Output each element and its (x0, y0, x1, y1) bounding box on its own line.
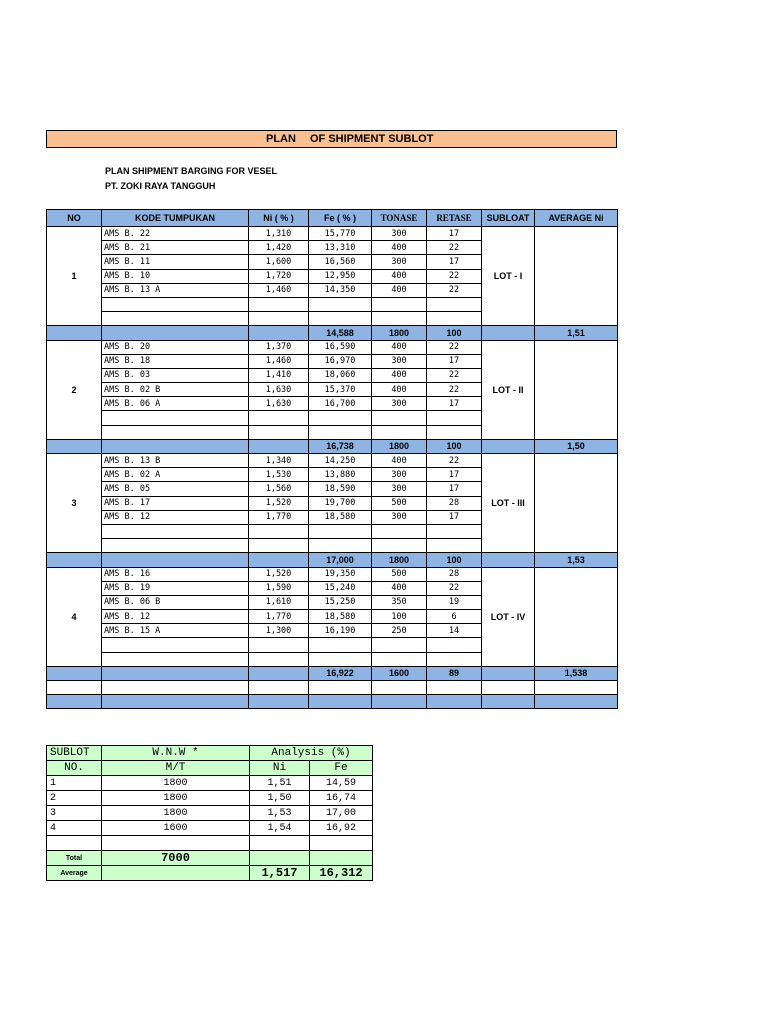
summary-ni: 1,54 (250, 821, 310, 836)
header-retase: RETASE (427, 210, 482, 227)
page-title-bar (46, 130, 617, 148)
summary-header-ni: Ni (250, 761, 310, 776)
cell-tonase: 300 (372, 510, 427, 524)
cell-fe (309, 411, 372, 425)
cell-tonase (372, 652, 427, 666)
cell-fe: 18,590 (309, 482, 372, 496)
summary-header-row-2 (47, 761, 373, 776)
empty-cell (250, 851, 310, 866)
empty-cell (250, 836, 310, 851)
cell-ni: 1,560 (249, 482, 309, 496)
summary-ni: 1,53 (250, 806, 310, 821)
cell-retase: 22 (427, 383, 482, 397)
empty-cell (372, 695, 427, 709)
cell-ni: 1,410 (249, 368, 309, 382)
summary-row (47, 821, 373, 836)
cell-ni: 1,340 (249, 454, 309, 468)
cell-fe: 18,580 (309, 510, 372, 524)
cell-retase: 22 (427, 241, 482, 255)
cell-retase: 17 (427, 482, 482, 496)
cell-retase: 17 (427, 255, 482, 269)
empty-cell (482, 681, 535, 695)
group-sum-row (47, 666, 618, 680)
cell-fe (309, 312, 372, 326)
sum-subloat (482, 439, 535, 453)
cell-fe: 15,770 (309, 227, 372, 241)
cell-fe (309, 652, 372, 666)
summary-fe: 14,59 (310, 776, 373, 791)
table-row (47, 567, 618, 581)
sum-kode (102, 553, 249, 567)
shipment-table-body (47, 227, 618, 709)
trailing-row (47, 695, 618, 709)
cell-kode: AMS B. 21 (102, 241, 249, 255)
page-title-part2: OF SHIPMENT SUBLOT (310, 133, 434, 145)
cell-fe: 15,370 (309, 383, 372, 397)
cell-tonase: 400 (372, 383, 427, 397)
empty-cell (372, 681, 427, 695)
sum-retase: 89 (427, 666, 482, 680)
cell-tonase: 300 (372, 482, 427, 496)
cell-retase: 19 (427, 595, 482, 609)
cell-ni: 1,460 (249, 283, 309, 297)
cell-kode (102, 411, 249, 425)
empty-cell (310, 836, 373, 851)
summary-header-wnw: W.N.W * (102, 746, 250, 761)
empty-cell (310, 851, 373, 866)
cell-retase (427, 411, 482, 425)
cell-retase: 17 (427, 227, 482, 241)
cell-tonase: 300 (372, 468, 427, 482)
cell-ni (249, 297, 309, 311)
header-subloat: SUBLOAT (482, 210, 535, 227)
summary-average-row (47, 866, 373, 881)
cell-ni (249, 638, 309, 652)
empty-cell (427, 681, 482, 695)
sum-no (47, 439, 102, 453)
sum-retase: 100 (427, 326, 482, 340)
group-lot: LOT - I (482, 227, 535, 326)
cell-retase: 22 (427, 283, 482, 297)
cell-ni: 1,300 (249, 624, 309, 638)
cell-ni: 1,720 (249, 269, 309, 283)
cell-retase (427, 539, 482, 553)
empty-cell (249, 681, 309, 695)
cell-kode: AMS B. 05 (102, 482, 249, 496)
cell-ni: 1,770 (249, 510, 309, 524)
cell-kode (102, 539, 249, 553)
header-tonase: TONASE (372, 210, 427, 227)
cell-fe: 19,350 (309, 567, 372, 581)
group-number: 2 (47, 340, 102, 439)
sum-no (47, 326, 102, 340)
cell-retase: 17 (427, 510, 482, 524)
summary-fe: 17,00 (310, 806, 373, 821)
summary-fe: 16,74 (310, 791, 373, 806)
header-fe: Fe ( % ) (309, 210, 372, 227)
cell-ni (249, 524, 309, 538)
sum-fe: 16,922 (309, 666, 372, 680)
empty-cell (249, 695, 309, 709)
cell-retase (427, 425, 482, 439)
cell-fe: 13,880 (309, 468, 372, 482)
cell-fe: 12,950 (309, 269, 372, 283)
summary-row (47, 791, 373, 806)
group-lot: LOT - III (482, 454, 535, 553)
empty-cell (535, 681, 618, 695)
cell-retase: 17 (427, 397, 482, 411)
cell-fe (309, 425, 372, 439)
summary-header-analysis: Analysis (%) (250, 746, 373, 761)
summary-no: 1 (47, 776, 102, 791)
sum-average: 1,51 (535, 326, 618, 340)
cell-tonase (372, 312, 427, 326)
empty-cell (47, 836, 102, 851)
cell-retase: 17 (427, 354, 482, 368)
cell-fe: 16,190 (309, 624, 372, 638)
cell-ni (249, 652, 309, 666)
cell-kode: AMS B. 02 A (102, 468, 249, 482)
cell-retase (427, 524, 482, 538)
cell-tonase: 400 (372, 269, 427, 283)
summary-header-row-1 (47, 746, 373, 761)
cell-fe (309, 638, 372, 652)
cell-tonase (372, 411, 427, 425)
cell-tonase: 400 (372, 368, 427, 382)
summary-no: 3 (47, 806, 102, 821)
sum-no (47, 666, 102, 680)
cell-ni (249, 539, 309, 553)
cell-fe (309, 297, 372, 311)
summary-no: 2 (47, 791, 102, 806)
cell-retase (427, 297, 482, 311)
cell-fe: 15,240 (309, 581, 372, 595)
cell-tonase: 500 (372, 496, 427, 510)
group-average-area (535, 227, 618, 326)
cell-kode: AMS B. 06 B (102, 595, 249, 609)
cell-tonase: 400 (372, 241, 427, 255)
cell-kode (102, 425, 249, 439)
cell-ni: 1,590 (249, 581, 309, 595)
sum-kode (102, 326, 249, 340)
cell-kode: AMS B. 13 A (102, 283, 249, 297)
sum-tonase: 1600 (372, 666, 427, 680)
cell-kode: AMS B. 19 (102, 581, 249, 595)
cell-retase (427, 312, 482, 326)
sum-ni (249, 326, 309, 340)
cell-tonase (372, 425, 427, 439)
cell-tonase (372, 539, 427, 553)
cell-fe: 16,700 (309, 397, 372, 411)
group-average-area (535, 567, 618, 666)
cell-kode (102, 638, 249, 652)
subtitle-plan: PLAN SHIPMENT BARGING FOR VESEL (105, 166, 278, 176)
empty-cell (535, 695, 618, 709)
summary-mt: 1600 (102, 821, 250, 836)
sum-average: 1,50 (535, 439, 618, 453)
cell-fe: 14,250 (309, 454, 372, 468)
header-no: NO (47, 210, 102, 227)
cell-retase: 22 (427, 454, 482, 468)
cell-tonase: 400 (372, 454, 427, 468)
cell-ni: 1,310 (249, 227, 309, 241)
header-kode: KODE TUMPUKAN (102, 210, 249, 227)
table-row (47, 340, 618, 354)
cell-fe: 16,590 (309, 340, 372, 354)
cell-retase (427, 652, 482, 666)
sum-tonase: 1800 (372, 326, 427, 340)
sum-ni (249, 666, 309, 680)
sum-average: 1,53 (535, 553, 618, 567)
summary-ni: 1,50 (250, 791, 310, 806)
shipment-table (46, 209, 618, 709)
cell-fe (309, 524, 372, 538)
sum-retase: 100 (427, 439, 482, 453)
sum-retase: 100 (427, 553, 482, 567)
header-average: AVERAGE Ni (535, 210, 618, 227)
group-number: 3 (47, 454, 102, 553)
summary-header-no: NO. (47, 761, 102, 776)
cell-ni: 1,630 (249, 383, 309, 397)
cell-tonase: 400 (372, 581, 427, 595)
empty-cell (47, 695, 102, 709)
cell-ni: 1,460 (249, 354, 309, 368)
empty-cell (309, 681, 372, 695)
empty-cell (47, 681, 102, 695)
cell-tonase: 100 (372, 610, 427, 624)
cell-retase: 28 (427, 567, 482, 581)
cell-kode (102, 524, 249, 538)
sum-no (47, 553, 102, 567)
sum-fe: 17,000 (309, 553, 372, 567)
cell-ni: 1,520 (249, 567, 309, 581)
cell-kode: AMS B. 06 A (102, 397, 249, 411)
empty-cell (102, 681, 249, 695)
group-lot: LOT - IV (482, 567, 535, 666)
cell-kode: AMS B. 15 A (102, 624, 249, 638)
cell-tonase (372, 297, 427, 311)
cell-ni (249, 312, 309, 326)
summary-header-fe: Fe (310, 761, 373, 776)
cell-retase: 22 (427, 581, 482, 595)
summary-table (46, 745, 373, 881)
sum-subloat (482, 666, 535, 680)
group-sum-row (47, 326, 618, 340)
summary-total-value: 7000 (102, 851, 250, 866)
sum-average: 1,538 (535, 666, 618, 680)
summary-mt: 1800 (102, 776, 250, 791)
cell-retase: 22 (427, 340, 482, 354)
cell-tonase (372, 524, 427, 538)
summary-row (47, 776, 373, 791)
summary-fe: 16,92 (310, 821, 373, 836)
group-sum-row (47, 553, 618, 567)
cell-tonase: 300 (372, 397, 427, 411)
cell-kode: AMS B. 12 (102, 610, 249, 624)
summary-total-row (47, 851, 373, 866)
cell-tonase: 300 (372, 227, 427, 241)
cell-retase: 22 (427, 368, 482, 382)
sum-subloat (482, 553, 535, 567)
cell-kode (102, 297, 249, 311)
summary-no: 4 (47, 821, 102, 836)
cell-fe: 16,560 (309, 255, 372, 269)
cell-kode: AMS B. 03 (102, 368, 249, 382)
summary-header-mt: M/T (102, 761, 250, 776)
cell-fe: 15,250 (309, 595, 372, 609)
cell-kode: AMS B. 22 (102, 227, 249, 241)
table-header-row (47, 210, 618, 227)
cell-ni: 1,370 (249, 340, 309, 354)
summary-average-fe: 16,312 (310, 866, 373, 881)
empty-cell (482, 695, 535, 709)
cell-retase: 6 (427, 610, 482, 624)
cell-tonase: 350 (372, 595, 427, 609)
summary-mt: 1800 (102, 791, 250, 806)
summary-average-ni: 1,517 (250, 866, 310, 881)
cell-ni (249, 425, 309, 439)
cell-fe (309, 539, 372, 553)
cell-tonase: 500 (372, 567, 427, 581)
group-sum-row (47, 439, 618, 453)
cell-fe: 16,970 (309, 354, 372, 368)
group-lot: LOT - II (482, 340, 535, 439)
sum-ni (249, 439, 309, 453)
sum-tonase: 1800 (372, 439, 427, 453)
cell-kode: AMS B. 17 (102, 496, 249, 510)
summary-row (47, 806, 373, 821)
sum-subloat (482, 326, 535, 340)
group-average-area (535, 454, 618, 553)
cell-kode: AMS B. 02 B (102, 383, 249, 397)
summary-ni: 1,51 (250, 776, 310, 791)
cell-ni: 1,420 (249, 241, 309, 255)
sum-fe: 14,588 (309, 326, 372, 340)
cell-retase (427, 638, 482, 652)
cell-kode: AMS B. 11 (102, 255, 249, 269)
cell-tonase: 400 (372, 340, 427, 354)
subtitle-company: PT. ZOKI RAYA TANGGUH (105, 181, 216, 191)
cell-ni: 1,600 (249, 255, 309, 269)
summary-total-label: Total (47, 851, 102, 866)
sum-ni (249, 553, 309, 567)
header-ni: Ni ( % ) (249, 210, 309, 227)
cell-fe: 13,310 (309, 241, 372, 255)
summary-header-sublot: SUBLOT (47, 746, 102, 761)
summary-mt: 1800 (102, 806, 250, 821)
cell-kode (102, 312, 249, 326)
cell-retase: 14 (427, 624, 482, 638)
cell-kode: AMS B. 10 (102, 269, 249, 283)
empty-cell (309, 695, 372, 709)
cell-ni: 1,630 (249, 397, 309, 411)
cell-kode: AMS B. 16 (102, 567, 249, 581)
cell-fe: 19,700 (309, 496, 372, 510)
empty-cell (102, 695, 249, 709)
sum-tonase: 1800 (372, 553, 427, 567)
cell-kode: AMS B. 12 (102, 510, 249, 524)
cell-tonase: 300 (372, 354, 427, 368)
group-number: 1 (47, 227, 102, 326)
table-row (47, 227, 618, 241)
cell-tonase: 250 (372, 624, 427, 638)
cell-kode: AMS B. 18 (102, 354, 249, 368)
cell-fe: 14,350 (309, 283, 372, 297)
summary-table-body (47, 776, 373, 881)
sum-kode (102, 439, 249, 453)
cell-tonase (372, 638, 427, 652)
cell-kode: AMS B. 13 B (102, 454, 249, 468)
cell-kode: AMS B. 20 (102, 340, 249, 354)
empty-cell (427, 695, 482, 709)
cell-ni (249, 411, 309, 425)
cell-ni: 1,610 (249, 595, 309, 609)
sum-kode (102, 666, 249, 680)
cell-ni: 1,520 (249, 496, 309, 510)
trailing-row (47, 681, 618, 695)
summary-average-label: Average (47, 866, 102, 881)
group-average-area (535, 340, 618, 439)
cell-fe: 18,580 (309, 610, 372, 624)
cell-retase: 22 (427, 269, 482, 283)
sum-fe: 16,738 (309, 439, 372, 453)
cell-retase: 28 (427, 496, 482, 510)
page-title-part1: PLAN (266, 133, 296, 145)
cell-kode (102, 652, 249, 666)
cell-retase: 17 (427, 468, 482, 482)
cell-tonase: 400 (372, 283, 427, 297)
cell-fe: 18,060 (309, 368, 372, 382)
empty-cell (102, 866, 250, 881)
summary-empty-row (47, 836, 373, 851)
cell-tonase: 300 (372, 255, 427, 269)
cell-ni: 1,530 (249, 468, 309, 482)
cell-ni: 1,770 (249, 610, 309, 624)
empty-cell (102, 836, 250, 851)
table-row (47, 454, 618, 468)
group-number: 4 (47, 567, 102, 666)
